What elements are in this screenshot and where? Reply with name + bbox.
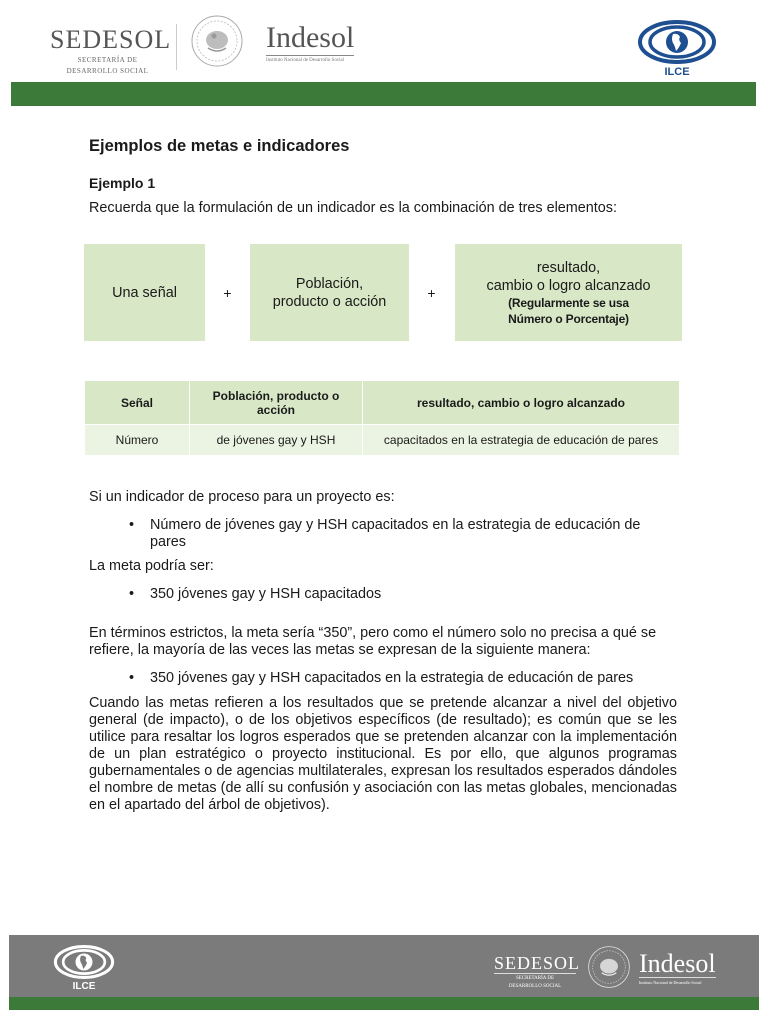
list-item-text: Número de jóvenes gay y HSH capacitados en la estrategia de educación de pares [150,517,641,550]
footer-ilce-logo [49,945,119,992]
indesol-logo-text: Indesol [266,21,355,54]
bullet-list-1 [89,517,677,551]
list-item [89,670,677,687]
formula-plus-2: + [427,284,436,301]
list-item [89,517,677,551]
paragraph-goal-could-be: La meta podría ser: [89,558,214,574]
list-item [89,586,677,603]
ilce-logo [636,20,718,78]
bullet-list-3 [89,670,677,687]
indicator-table [84,380,680,456]
table-header-cell: Población, producto o acción [190,381,363,425]
bullet-icon: • [129,586,135,602]
formula-box-population-line-2: producto o acción [272,293,387,310]
footer-ilce-globe-icon [53,945,115,979]
indicator-formula [84,244,682,341]
footer-mexico-seal-icon [587,945,631,994]
ilce-globe-icon [637,20,717,64]
formula-box-result [455,244,682,341]
formula-box-signal [84,244,205,341]
bullet-icon: • [129,517,135,533]
table-header-cell: resultado, cambio o logro alcanzado [363,381,680,425]
footer-indesol-subtitle: Instituto Nacional de Desarrollo Social [639,980,702,985]
table-header-cell: Señal [85,381,190,425]
example-heading: Ejemplo 1 [89,175,156,191]
bullet-icon: • [129,670,135,686]
page-footer [9,935,759,997]
paragraph-strict-terms: En términos estrictos, la meta sería “350”, pero como el número solo no precisa a qué se refiere, la mayoría de las veces las metas se expresan de la siguiente manera: [89,625,657,658]
formula-box-signal-label: Una señal [112,284,177,301]
sedesol-logo-subtitle-1: SECRETARÍA DE [77,56,138,64]
formula-box-result-note-1: (Regularmente se usa [508,295,629,310]
content-intro [89,130,677,217]
formula-box-result-note-2: Número o Porcentaje) [508,311,629,326]
table-header-row [85,381,680,425]
indesol-logo [266,22,354,63]
body-text [89,489,677,814]
list-item-text: 350 jóvenes gay y HSH capacitados en la estrategia de educación de pares [150,670,634,686]
bullet-list-2 [89,586,677,603]
mexico-seal-icon [190,14,244,73]
footer-green-bar [9,997,759,1010]
formula-plus-1: + [223,284,232,301]
footer-indesol-logo-text: Indesol [639,949,716,978]
indesol-logo-subtitle: Instituto Nacional de Desarrollo Social [266,58,345,63]
table-cell: capacitados en la estrategia de educación de pares [363,425,680,456]
table-cell: de jóvenes gay y HSH [190,425,363,456]
formula-box-population [250,244,409,341]
formula-box-result-line-1: resultado, [536,259,601,276]
page-header [0,0,768,82]
footer-ilce-logo-text: ILCE [72,981,96,992]
formula-box-population-line-1: Población, [295,275,364,292]
header-divider [176,24,177,70]
list-item-text: 350 jóvenes gay y HSH capacitados [150,586,382,602]
table-cell: Número [85,425,190,456]
footer-sedesol-logo-text: SEDESOL [494,953,581,973]
sedesol-logo-text: SEDESOL [50,25,172,54]
formula-box-result-line-2: cambio o logro alcanzado [486,277,651,294]
header-green-bar [11,82,756,106]
paragraph-goals-explanation: Cuando las metas refieren a los resultados que se pretende alcanzar a nivel del objetivo general (de impacto), o de los objetivos específicos (de resultado); es común que se les utilice para resaltar los logros esperados que se pretenden alcanzar con la implementación de un plan estratégico o proyecto institucional. Es por ello, que algunos programas gubernamentales o de agencias multilaterales, expresan los resultados esperados dándoles el nombre de metas (de allí su confusión y asociación con las metas globales, mencionadas en el apartado del árbol de objetivos). [89,695,677,813]
footer-sedesol-subtitle-1: SECRETARÍA DE [515,976,555,981]
footer-sedesol-subtitle-2: DESARROLLO SOCIAL [508,984,562,989]
ilce-logo-text: ILCE [664,66,690,78]
table-row [85,425,680,456]
footer-sedesol-logo [494,953,581,990]
sedesol-logo-subtitle-2: DESARROLLO SOCIAL [66,67,149,75]
footer-indesol-logo [639,951,716,985]
intro-paragraph: Recuerda que la formulación de un indicador es la combinación de tres elementos: [89,200,617,216]
sedesol-logo [50,25,172,76]
paragraph-process-indicator: Si un indicador de proceso para un proyecto es: [89,489,395,505]
page-title: Ejemplos de metas e indicadores [89,137,350,155]
